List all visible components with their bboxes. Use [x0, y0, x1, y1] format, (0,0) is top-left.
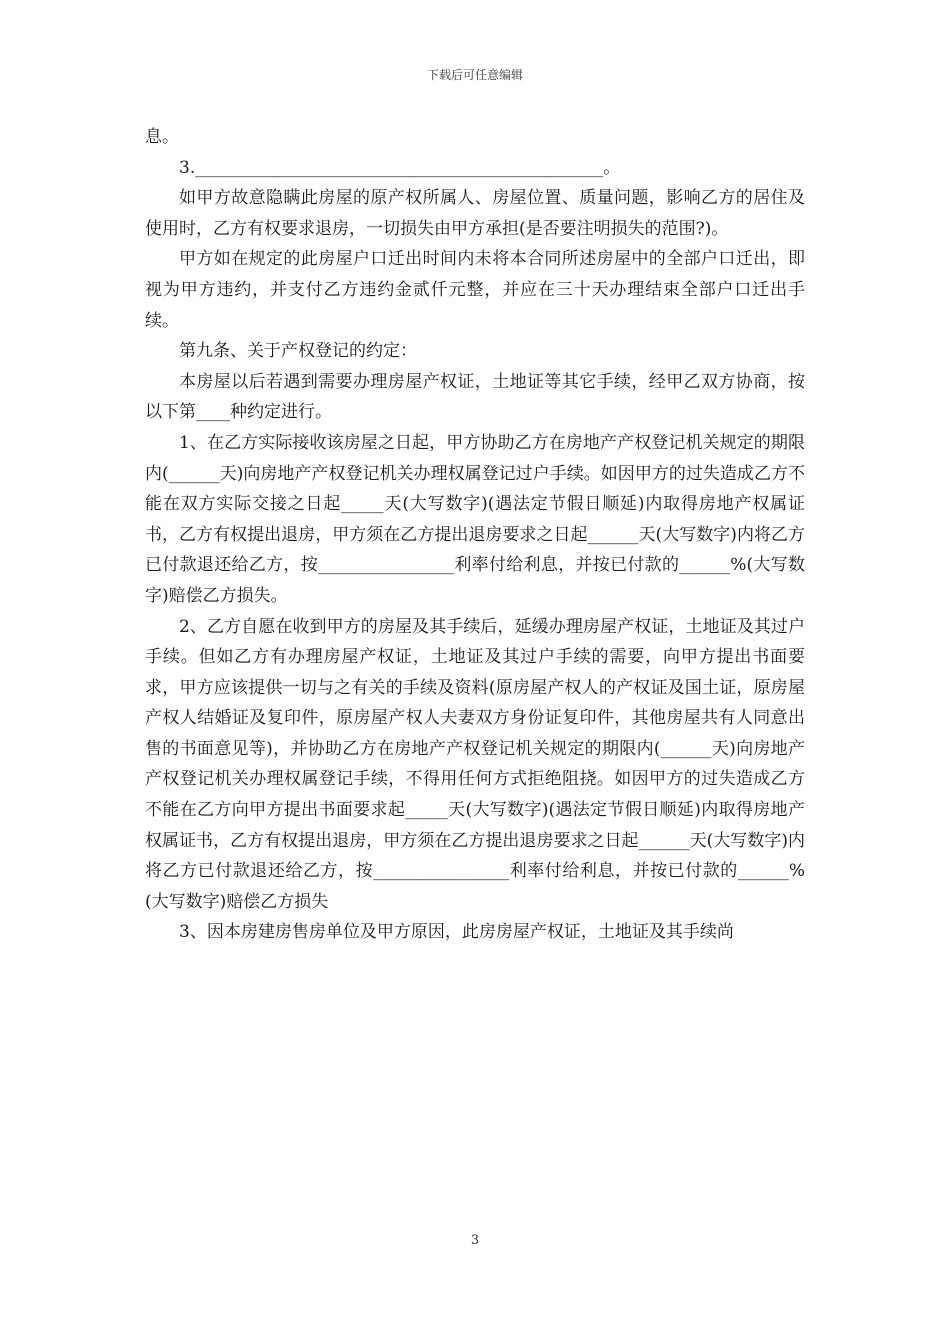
paragraph-continuation: 息。: [145, 127, 179, 147]
document-body: [145, 122, 805, 948]
paragraph-option-3: 3、因本房建房售房单位及甲方原因，此房房屋产权证，土地证及其手续尚: [179, 922, 734, 943]
paragraph-household-registration-clause: 甲方如在规定的此房屋户口迁出时间内未将本合同所述房屋中的全部户口迁出，即视为甲方违约，并支付乙方违约金贰仟元整，并应在三十天办理结束全部户口迁出手续。: [145, 249, 805, 331]
paragraph-option-1: 1、在乙方实际接收该房屋之日起，甲方协助乙方在房地产产权登记机关规定的期限内(______天)向房地产产权登记机关办理权属登记过户手续。如因甲方的过失造成乙方不能在双方实际交接之日起_____天(大写数字)(遇法定节假日顺延)内取得房地产权属证书，乙方有权提出退房，甲方须在乙方提出退房要求之日起______天(大写数字)内将乙方已付款退还给乙方，按________________利率付给利息，并按已付款的______%(大写数字)赔偿乙方损失。: [145, 432, 805, 606]
page-header: 下载后可任意编辑: [426, 68, 523, 82]
page-number: 3: [470, 1233, 480, 1248]
section-heading-article-9: 第九条、关于产权登记的约定：: [179, 341, 417, 362]
paragraph-item-3-blank: 3.________________________________________________。: [179, 157, 621, 178]
paragraph-option-2: 2、乙方自愿在收到甲方的房屋及其手续后，延缓办理房屋产权证，土地证及其过户手续。但如乙方有办理房屋产权证，土地证及其过户手续的需要，向甲方提出书面要求，甲方应该提供一切与之有关的手续及资料(原房屋产权人的产权证及国土证，原房屋产权人结婚证及复印件，原房屋产权人夫妻双方身份证复印件，其他房屋共有人同意出售的书面意见等)，并协助乙方在房地产产权登记机关规定的期限内(______天)向房地产产权登记机关办理权属登记手续，不得用任何方式拒绝阻挠。如因甲方的过失造成乙方不能在乙方向甲方提出书面要求起_____天(大写数字)(遇法定节假日顺延)内取得房地产权属证书，乙方有权提出退房，甲方须在乙方提出退房要求之日起______天(大写数字)内将乙方已付款退还给乙方，按________________利率付给利息，并按已付款的______%(大写数字)赔偿乙方损失: [145, 616, 805, 912]
paragraph-concealment-clause: 如甲方故意隐瞒此房屋的原产权所属人、房屋位置、质量问题，影响乙方的居住及使用时，乙方有权要求退房，一切损失由甲方承担(是否要注明损失的范围?)。: [145, 188, 805, 239]
paragraph-article-9-intro: 本房屋以后若遇到需要办理房屋产权证，土地证等其它手续，经甲乙双方协商，按以下第____种约定进行。: [145, 371, 805, 423]
